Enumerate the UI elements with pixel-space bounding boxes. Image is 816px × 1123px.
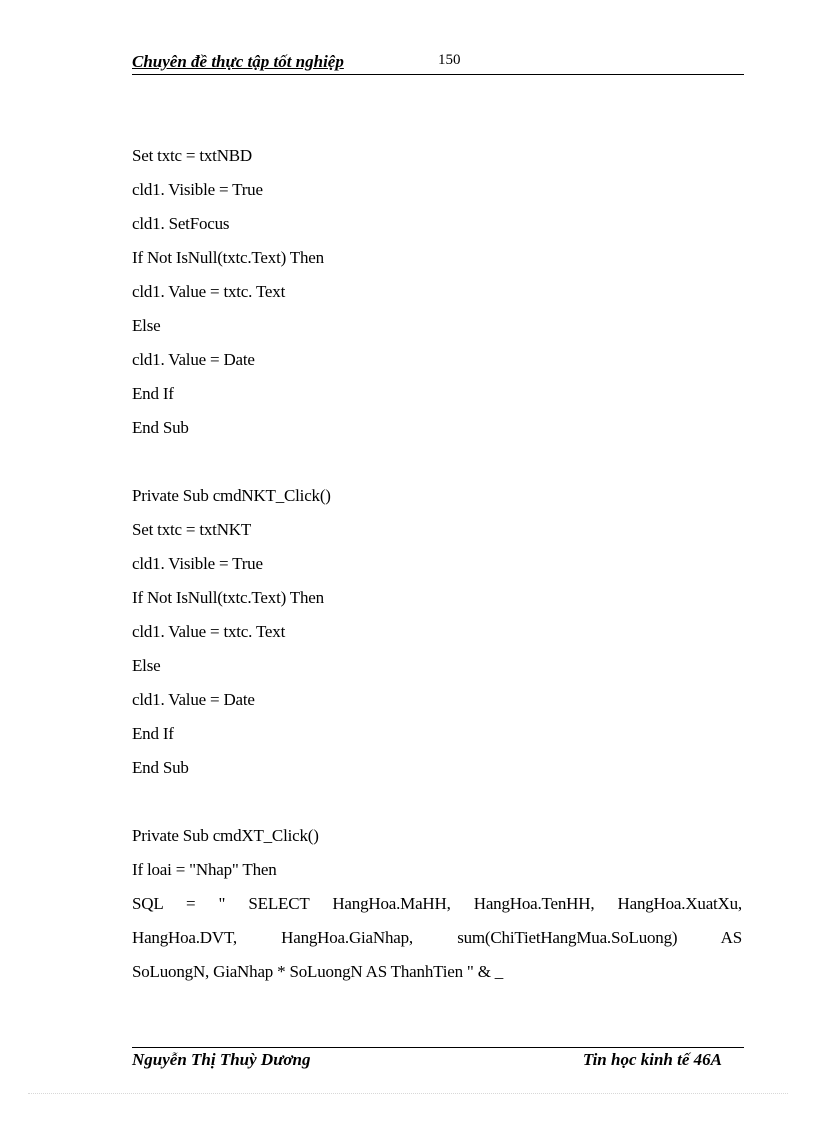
code-line: Private Sub cmdXT_Click() — [132, 826, 319, 845]
page-number: 150 — [438, 52, 461, 68]
code-line: Private Sub cmdNKT_Click() — [132, 486, 331, 505]
code-line: cld1. SetFocus — [132, 214, 230, 233]
header-title: Chuyên đề thực tập tốt nghiệp — [132, 52, 344, 71]
code-listing — [132, 139, 742, 989]
footer-author: Nguyễn Thị Thuỳ Dương — [132, 1050, 311, 1069]
code-line: End Sub — [132, 418, 189, 437]
code-line: End If — [132, 384, 174, 403]
code-line: End If — [132, 724, 174, 743]
code-line: cld1. Value = Date — [132, 350, 255, 369]
page-edge-divider — [28, 1093, 788, 1094]
code-line: SoLuongN, GiaNhap * SoLuongN AS ThanhTien " & _ — [132, 962, 504, 981]
code-line: If Not IsNull(txtc.Text) Then — [132, 248, 324, 267]
blank-line — [132, 785, 742, 819]
footer-class: Tin học kinh tế 46A — [582, 1050, 722, 1069]
code-line: cld1. Visible = True — [132, 554, 263, 573]
page-footer — [132, 1047, 744, 1076]
code-line: Else — [132, 316, 161, 335]
code-line: Set txtc = txtNBD — [132, 146, 252, 165]
code-line: cld1. Value = txtc. Text — [132, 282, 286, 301]
code-line: cld1. Value = txtc. Text — [132, 622, 286, 641]
blank-line — [132, 445, 742, 479]
code-line: If loai = "Nhap" Then — [132, 860, 277, 879]
code-line: HangHoa.DVT, HangHoa.GiaNhap, sum(ChiTietHangMua.SoLuong) AS — [132, 928, 742, 947]
code-line: If Not IsNull(txtc.Text) Then — [132, 588, 324, 607]
code-line: End Sub — [132, 758, 189, 777]
page-header — [132, 52, 744, 75]
code-line: Set txtc = txtNKT — [132, 520, 252, 539]
code-line: cld1. Visible = True — [132, 180, 263, 199]
code-line: Else — [132, 656, 161, 675]
code-line: SQL = " SELECT HangHoa.MaHH, HangHoa.TenHH, HangHoa.XuatXu, — [132, 894, 742, 913]
code-line: cld1. Value = Date — [132, 690, 255, 709]
